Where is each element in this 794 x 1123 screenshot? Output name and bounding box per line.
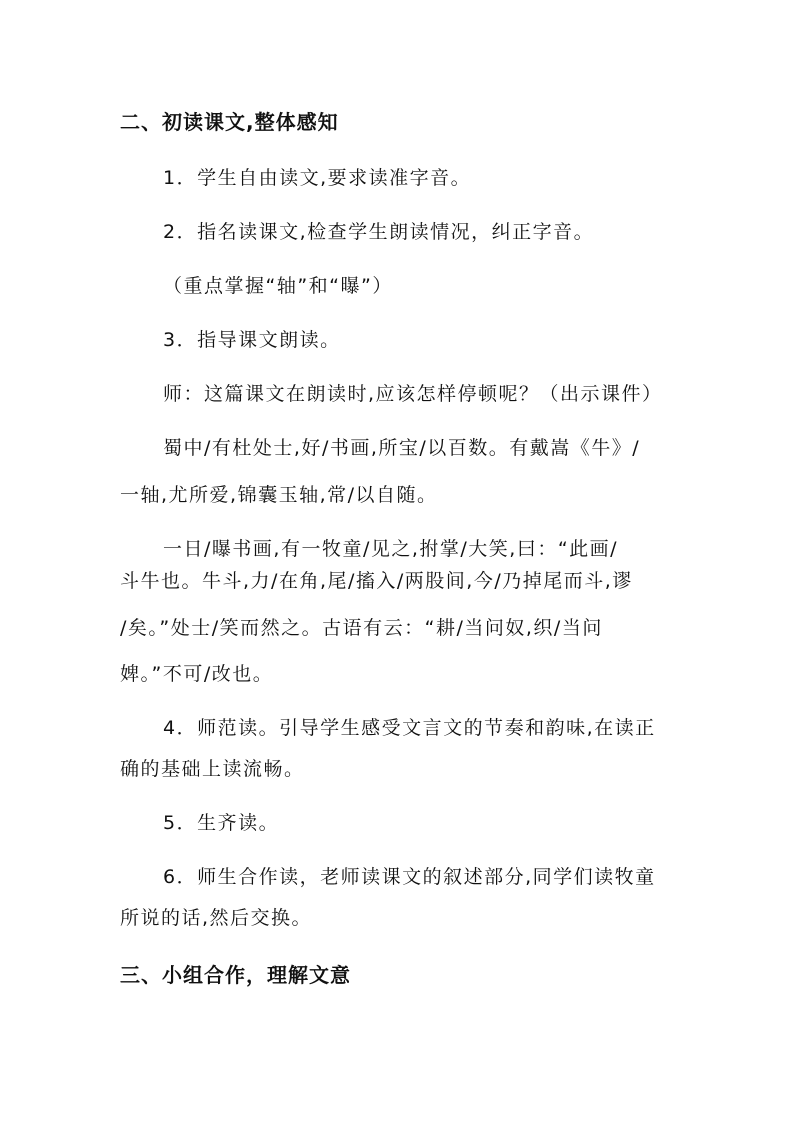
teacher-prompt: 师：这篇课文在朗读时,应该怎样停顿呢？（出示课件） (163, 383, 663, 405)
section-heading-2: 二、初读课文,整体感知 (120, 110, 339, 134)
step-2: 2．指名读课文,检查学生朗读情况，纠正字音。 (163, 221, 595, 243)
step-6-line2: 所说的话,然后交换。 (120, 907, 313, 929)
step-5: 5．生齐读。 (163, 812, 280, 834)
step-4-line2: 确的基础上读流畅。 (120, 758, 305, 780)
step-1: 1．学生自由读文,要求读准字音。 (163, 167, 472, 189)
text-para1-line1: 蜀中/有杜处士,好/书画,所宝/以百数。有戴嵩《牛》/ (163, 437, 641, 459)
text-para2-line3: /矣。”处士/笑而然之。古语有云：“耕/当问奴,织/当问 (120, 617, 603, 639)
text-para2-line2: 斗牛也。牛斗,力/在角,尾/搐入/两股间,今/乃掉尾而斗,谬 (120, 570, 633, 592)
section-heading-3: 三、小组合作，理解文意 (120, 963, 351, 987)
text-para2-line4: 婢。”不可/改也。 (120, 663, 274, 685)
text-para2-line1: 一日/曝书画,有一牧童/见之,拊掌/大笑,曰：“此画/ (163, 538, 619, 560)
step-4-line1: 4．师范读。引导学生感受文言文的节奏和韵味,在读正 (163, 717, 656, 739)
step-3: 3．指导课文朗读。 (163, 329, 341, 351)
step-2-note: （重点掌握“轴”和“曝”） (163, 275, 393, 297)
text-para1-line2: 一轴,尤所爱,锦囊玉轴,常/以自随。 (120, 484, 438, 506)
step-6-line1: 6．师生合作读，老师读课文的叙述部分,同学们读牧童 (163, 866, 656, 888)
